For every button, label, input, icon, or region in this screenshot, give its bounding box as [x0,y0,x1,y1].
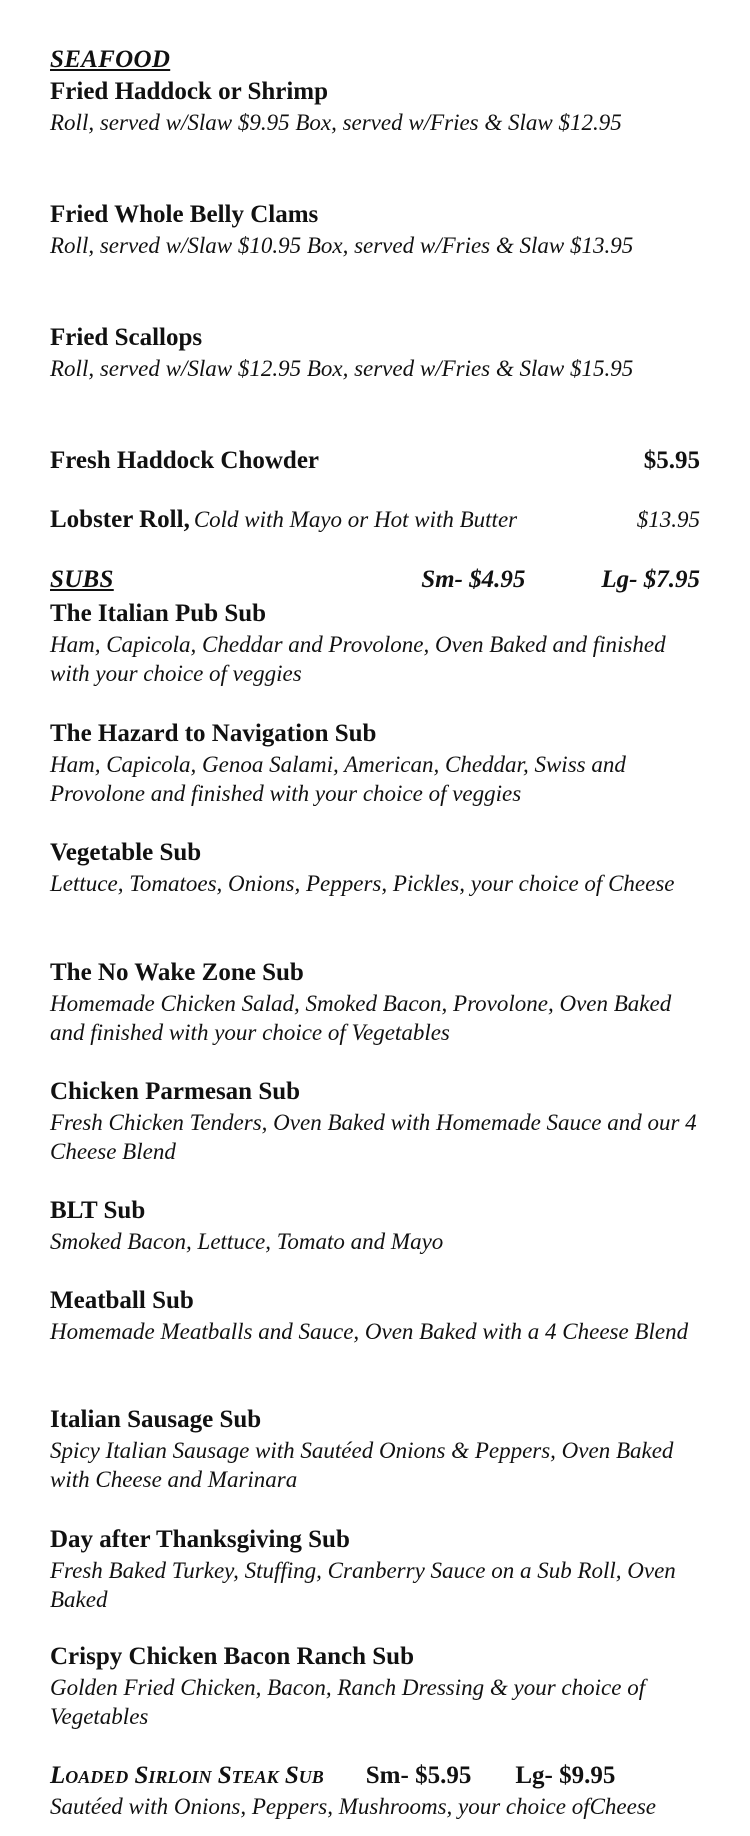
menu-item [50,199,700,260]
item-name: The Italian Pub Sub [50,600,267,627]
item-name: Fried Whole Belly Clams [50,201,319,228]
item-description: Fresh Chicken Tenders, Oven Baked with Homemade Sauce and our 4 Cheese Blend [50,1110,697,1164]
item-description: Roll, served w/Slaw $9.95 Box, served w/Fries & Slaw $12.95 [50,110,622,135]
lobster-description: Cold with Mayo or Hot with Butter [193,507,518,532]
menu-item [50,957,700,1047]
item-name: Fried Scallops [50,324,203,351]
steak-sub-row [50,1760,700,1792]
item-description: Ham, Capicola, Genoa Salami, American, Cheddar, Swiss and Provolone and finished with your choice of veggies [50,752,626,806]
item-name: Crispy Chicken Bacon Ranch Sub [50,1643,414,1670]
item-description: Fresh Baked Turkey, Stuffing, Cranberry Sauce on a Sub Roll, Oven Baked [50,1558,676,1612]
item-description: Roll, served w/Slaw $12.95 Box, served w/Fries & Slaw $15.95 [50,356,634,381]
subs-small-price: Sm- $4.95 [421,566,526,593]
menu-item [50,1285,700,1346]
menu-item [50,598,700,688]
steak-sub-item [50,1760,700,1821]
item-name: Day after Thanksgiving Sub [50,1526,350,1553]
item-description: Homemade Chicken Salad, Smoked Bacon, Provolone, Oven Baked and finished with your choice of Vegetables [50,991,672,1045]
menu-item [50,1524,700,1614]
chowder-name: Fresh Haddock Chowder [50,447,320,474]
lobster-name: Lobster Roll, [50,506,190,533]
steak-sub-large-price: Lg- $9.95 [515,1762,616,1789]
lobster-row [50,504,700,536]
subs-heading: SUBS [50,566,114,593]
item-name: Chicken Parmesan Sub [50,1078,301,1105]
steak-sub-name: Loaded Sirloin Steak Sub [50,1762,324,1789]
item-name: Meatball Sub [50,1287,194,1314]
steak-sub-small-price: Sm- $5.95 [365,1762,472,1789]
item-description: Smoked Bacon, Lettuce, Tomato and Mayo [50,1229,444,1254]
menu-item [50,718,700,808]
menu-item [50,837,700,898]
item-description: Homemade Meatballs and Sauce, Oven Baked with a 4 Cheese Blend [50,1319,689,1344]
item-name: Vegetable Sub [50,839,202,866]
menu-item [50,322,700,383]
menu-item [50,1404,700,1494]
subs-large-price: Lg- $7.95 [601,566,700,593]
item-description: Roll, served w/Slaw $10.95 Box, served w/Fries & Slaw $13.95 [50,233,634,258]
item-name: The Hazard to Navigation Sub [50,720,377,747]
steak-sub-description: Sautéed with Onions, Peppers, Mushrooms, your choice ofCheese [50,1794,656,1819]
seafood-heading: SEAFOOD [50,46,171,73]
item-name: Fried Haddock or Shrimp [50,78,329,105]
item-name: Italian Sausage Sub [50,1406,262,1433]
item-description: Golden Fried Chicken, Bacon, Ranch Dressing & your choice of Vegetables [50,1675,646,1729]
menu-item [50,1076,700,1166]
item-name: The No Wake Zone Sub [50,959,304,986]
item-description: Lettuce, Tomatoes, Onions, Peppers, Pickles, your choice of Cheese [50,871,675,896]
subs-heading-row [50,564,700,596]
menu-item [50,1195,700,1256]
item-name: BLT Sub [50,1197,146,1224]
menu-item [50,76,700,137]
chowder-price: $5.95 [643,447,700,474]
item-description: Ham, Capicola, Cheddar and Provolone, Oven Baked and finished with your choice of veggies [50,632,666,686]
menu-item [50,1641,700,1731]
item-description: Spicy Italian Sausage with Sautéed Onions & Peppers, Oven Baked with Cheese and Marinara [50,1438,674,1492]
lobster-price: $13.95 [636,507,700,532]
chowder-row [50,445,700,477]
